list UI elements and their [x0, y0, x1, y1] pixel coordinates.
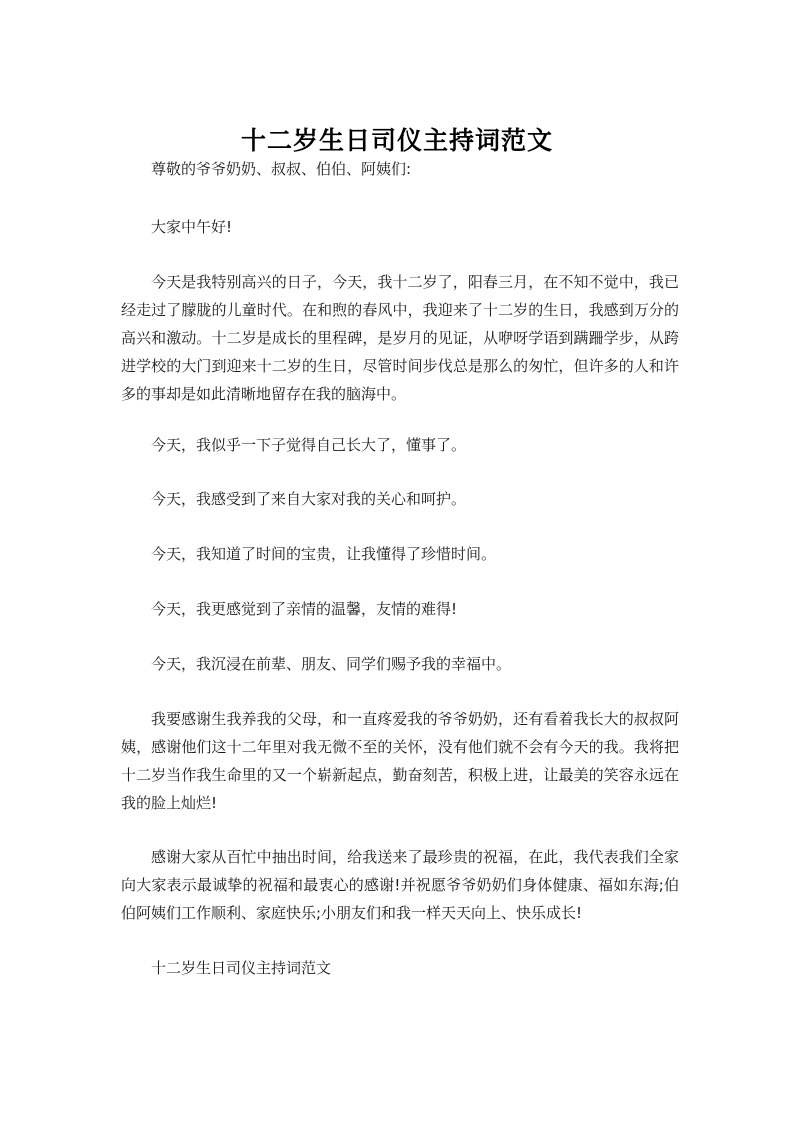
hello-paragraph: 大家中午好! — [151, 218, 233, 236]
intro-paragraph: 今天是我特别高兴的日子，今天，我十二岁了，阳春三月，在不知不觉中，我已经走过了朦胧的儿童时代。在和煦的春风中，我迎来了十二岁的生日，我感到万分的高兴和激动。十二岁是成长的里程碑，是岁月的见证，从咿呀学语到蹒跚学步，从跨进学校的大门到迎来十二岁的生日，尽管时间步伐总是那么的匆忙，但许多的人和许多的事却是如此清晰地留存在我的脑海中。 — [121, 273, 679, 403]
today-paragraph-2: 今天，我感受到了来自大家对我的关心和呵护。 — [151, 490, 467, 508]
today-paragraph-1: 今天，我似乎一下子觉得自己长大了，懂事了。 — [151, 436, 467, 454]
footer-title-line: 十二岁生日司仪主持词范文 — [151, 959, 332, 977]
today-paragraph-3: 今天，我知道了时间的宝贵，让我懂得了珍惜时间。 — [151, 545, 497, 563]
thanks-parents-paragraph: 我要感谢生我养我的父母，和一直疼爱我的爷爷奶奶，还有看着我长大的叔叔阿姨，感谢他们这十二年里对我无微不至的关怀，没有他们就不会有今天的我。我将把十二岁当作我生命里的又一个崭新起点，勤奋刻苦，积极上进，让最美的笑容永远在我的脸上灿烂! — [121, 710, 679, 812]
greeting-paragraph: 尊敬的爷爷奶奶、叔叔、伯伯、阿姨们: — [151, 160, 412, 178]
today-paragraph-5: 今天，我沉浸在前辈、朋友、同学们赐予我的幸福中。 — [151, 655, 512, 673]
thanks-all-paragraph: 感谢大家从百忙中抽出时间，给我送来了最珍贵的祝福，在此，我代表我们全家向大家表示最诚挚的祝福和最衷心的感谢!并祝愿爷爷奶奶们身体健康、福如东海;伯伯阿姨们工作顺利、家庭快乐;小朋友们和我一样天天向上、快乐成长! — [121, 848, 679, 922]
document-title: 十二岁生日司仪主持词范文 — [240, 125, 553, 155]
today-paragraph-4: 今天，我更感觉到了亲情的温馨，友情的难得! — [151, 600, 458, 618]
